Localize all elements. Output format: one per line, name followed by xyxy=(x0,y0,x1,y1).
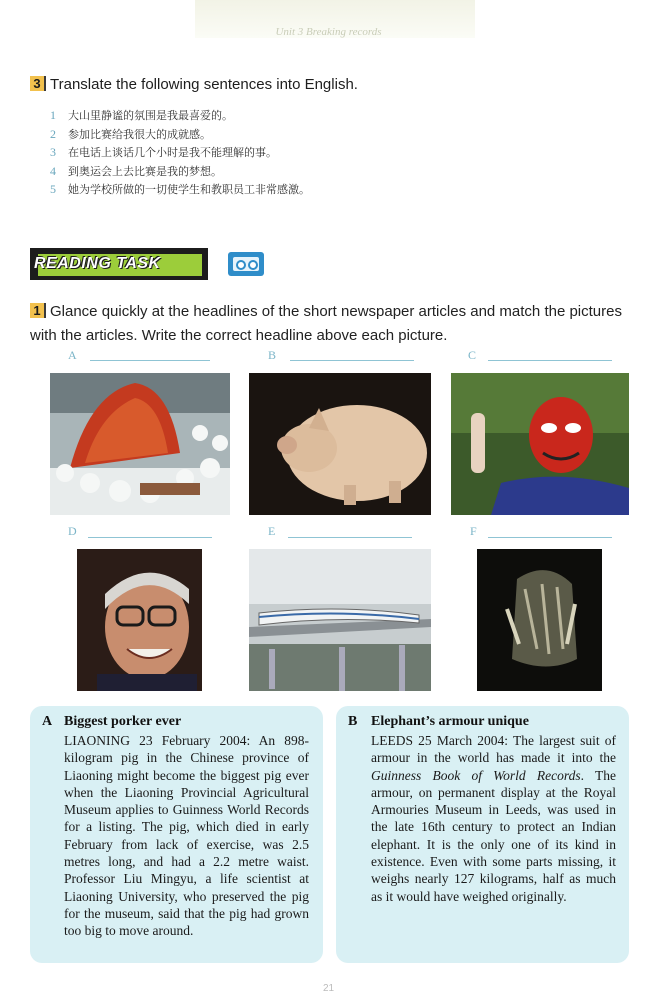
page-number: 21 xyxy=(322,983,335,994)
cassette-reel-right xyxy=(248,260,258,270)
picture-label-a: A xyxy=(68,348,77,362)
answer-line-d[interactable] xyxy=(88,537,212,538)
task1-instruction-block xyxy=(30,300,635,348)
photo-b-pig xyxy=(249,373,431,515)
task3-number: 3 xyxy=(30,76,46,91)
article-b-body: LEEDS 25 March 2004: The largest suit of armour in the world has made it into the Guinness Book of World Records. The armour, on permanent display at the Royal Armouries Museum in Leeds, was used in the late 16th century to protect an Indian elephant. It is the only one of its kind in existence. Even with some parts missing, it weighs nearly 127 kilograms, half as much as it would have weighed originally. xyxy=(371,733,616,904)
task1-number: 1 xyxy=(30,303,46,318)
photo-e-maglev-train xyxy=(249,549,431,691)
article-b-letter: B xyxy=(348,714,358,729)
photo-c-masked-performer xyxy=(451,373,629,515)
photo-d-elderly-man xyxy=(77,549,202,691)
article-b-headline: Elephant’s armour unique xyxy=(371,714,529,729)
task1-instruction: Glance quickly at the headlines of the short newspaper articles and match the pictures with the articles. Write the correct headline above each picture. xyxy=(30,303,622,344)
answer-line-a[interactable] xyxy=(90,360,210,361)
answer-line-c[interactable] xyxy=(488,360,612,361)
list-item: 4 到奥运会上去比赛是我的梦想。 xyxy=(50,163,222,178)
cassette-reel-left xyxy=(236,260,246,270)
article-a-letter: A xyxy=(42,714,53,729)
task3-heading xyxy=(30,76,358,94)
photo-a-giant-cake xyxy=(50,373,230,515)
article-a-body: LIAONING 23 February 2004: An 898-kilogram pig in the Chinese province of Liaoning might become the biggest pig ever when the Liaoning Provincial Agricultural Museum applies to Guinness World Records for a listing. The pig, which died in early February from lack of exercise, was 2.5 metres long, and had a 2.2 metre waist. Professor Liu Mingyu, a life scientist at Liaoning University, who preserved the pig for the museum, said that the pig had grown too big to move around. xyxy=(64,733,309,939)
picture-label-b: B xyxy=(268,348,277,362)
list-item: 2 参加比赛给我很大的成就感。 xyxy=(50,126,211,141)
answer-line-b[interactable] xyxy=(290,360,414,361)
answer-line-f[interactable] xyxy=(488,537,612,538)
picture-label-d: D xyxy=(68,524,77,538)
picture-label-e: E xyxy=(268,524,276,538)
list-item: 1 大山里静谧的氛围是我最喜爱的。 xyxy=(50,108,233,122)
answer-line-e[interactable] xyxy=(288,537,412,538)
photo-f-elephant-armour xyxy=(477,549,602,691)
translation-list xyxy=(50,107,310,200)
list-item: 3 在电话上谈话几个小时是我不能理解的事。 xyxy=(50,145,277,159)
list-item: 5 她为学校所做的一切使学生和教职员工非常感激。 xyxy=(50,182,310,196)
article-a-headline: Biggest porker ever xyxy=(64,714,182,729)
book-title: Guinness Book of World Records xyxy=(371,767,581,783)
unit-title: Unit 3 Breaking records xyxy=(275,26,382,38)
section-banner-title: READING TASK xyxy=(34,255,161,272)
picture-label-f: F xyxy=(470,524,477,538)
task3-instruction: Translate the following sentences into English. xyxy=(50,76,358,93)
picture-label-c: C xyxy=(468,348,477,362)
